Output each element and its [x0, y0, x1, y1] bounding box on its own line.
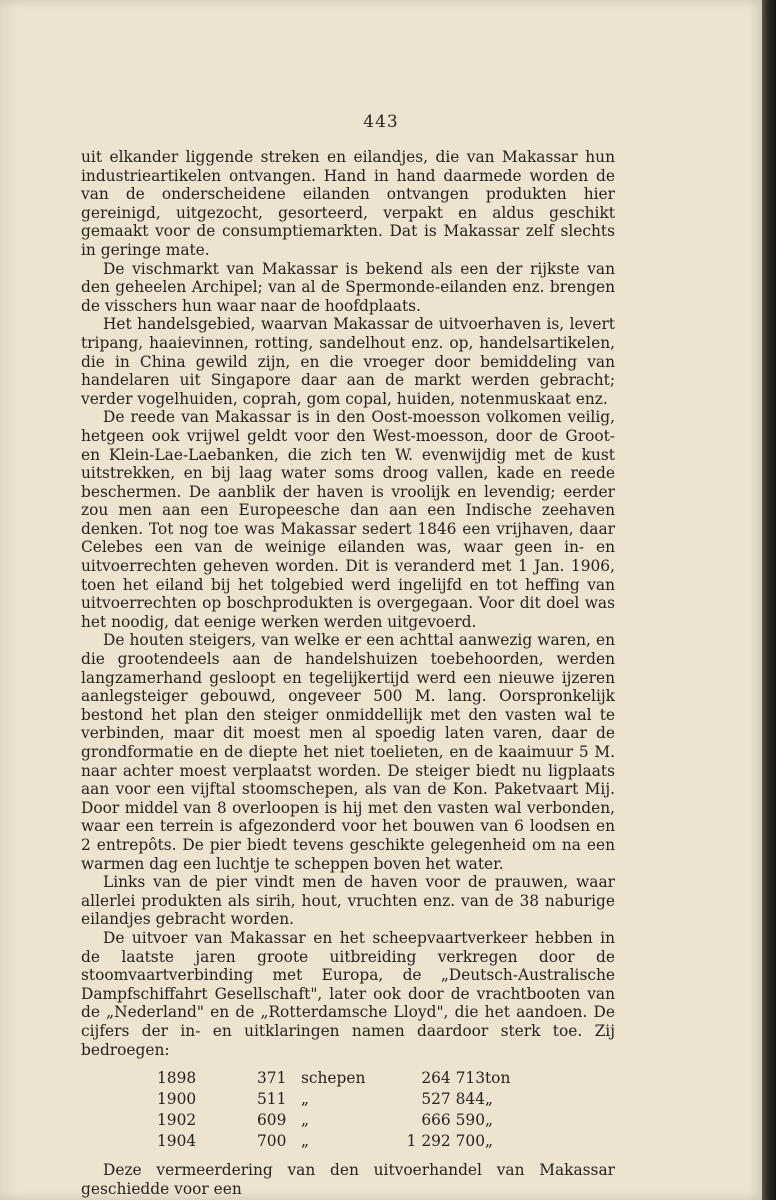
- clearance-stats-table: [157, 1068, 525, 1152]
- tonnage-unit-cell: „: [485, 1090, 493, 1109]
- ships-unit-cell: „: [301, 1090, 309, 1109]
- ships-unit-cell: schepen: [301, 1069, 366, 1088]
- year-cell: 1904: [157, 1132, 197, 1151]
- tonnage-unit-cell: ton: [485, 1069, 511, 1088]
- ships-cell: 609: [257, 1111, 287, 1130]
- tonnage-cell: 666 590: [421, 1111, 485, 1130]
- table-row: [157, 1089, 525, 1110]
- tonnage-cell: 264 713: [421, 1069, 485, 1088]
- ships-cell: 511: [257, 1090, 287, 1109]
- ships-unit-cell: „: [301, 1132, 309, 1151]
- tonnage-cell: 527 844: [421, 1090, 485, 1109]
- year-cell: 1900: [157, 1090, 197, 1109]
- page-number: 443: [363, 112, 399, 132]
- table-row: [157, 1131, 525, 1152]
- tonnage-unit-cell: „: [485, 1132, 493, 1151]
- paragraph: Links van de pier vindt men de haven voor de prauwen, waar allerlei produkten als sirih, hout, vruchten enz. van de 38 naburige eilandjes gebracht worden.: [81, 873, 615, 929]
- tonnage-cell: 1 292 700: [406, 1132, 485, 1151]
- tonnage-unit-cell: „: [485, 1111, 493, 1130]
- ships-cell: 700: [257, 1132, 287, 1151]
- book-spine-edge: [762, 0, 776, 1200]
- paragraph: De houten steigers, van welke er een achttal aanwezig waren, en die grootendeels aan de handelshuizen toebehoorden, werden langzamerhand gesloopt en tegelijkertijd werd een nieuwe ijzeren aanlegsteiger gebouwd, ongeveer 500 M. lang. Oorspronkelijk bestond het plan den steiger onmiddellijk met den vasten wal te verbinden, maar dit moest men al spoedig laten varen, daar de grondformatie en de diepte het niet toelieten, en de kaaimuur 5 M. naar achter moest verplaatst worden. De steiger biedt nu ligplaats aan voor een vijftal stoomschepen, als van de Kon. Paketvaart Mij. Door middel van 8 overloopen is hij met den vasten wal verbonden, waar een terrein is afgezonderd voor het bouwen van 6 loodsen en 2 entrepôts. De pier biedt tevens geschikte gelegenheid om na een warmen dag een luchtje te scheppen boven het water.: [81, 631, 615, 873]
- ships-unit-cell: „: [301, 1111, 309, 1130]
- paragraph: De vischmarkt van Makassar is bekend als een der rijkste van den geheelen Archipel; van al de Spermonde-eilanden enz. brengen de visschers hun waar naar de hoofdplaats.: [81, 259, 615, 315]
- ships-cell: 371: [257, 1069, 287, 1088]
- year-cell: 1902: [157, 1111, 197, 1130]
- body-text: [81, 148, 615, 1198]
- paragraph: De uitvoer van Makassar en het scheepvaartverkeer hebben in de laatste jaren groote uitbreiding verkregen door de stoomvaartverbinding met Europa, de „Deutsch-Australische Dampfschiffahrt Gesellschaft", later ook door de vrachtbooten van de „Nederland" en de „Rotterdamsche Lloyd", die het aandoen. De cijfers der in- en uitklaringen namen daardoor sterk toe. Zij bedroegen:: [81, 928, 615, 1059]
- paragraph: Deze vermeerdering van den uitvoerhandel van Makassar geschiedde voor een: [81, 1161, 615, 1198]
- paragraph: uit elkander liggende streken en eilandjes, die van Makassar hun industrieartikelen ontvangen. Hand in hand daarmede worden de van de onderscheidene eilanden ontvangen produkten hier gereinigd, uitgezocht, gesorteerd, verpakt en aldus geschikt gemaakt voor de consumptiemarkten. Dat is Makassar zelf slechts in geringe mate.: [81, 148, 615, 259]
- paragraph: De reede van Makassar is in den Oost-moesson volkomen veilig, hetgeen ook vrijwel geldt voor den West-moesson, door de Groot- en Klein-Lae-Laebanken, die zich ten W. evenwijdig met de kust uitstrekken, en bij laag water soms droog vallen, kade en reede beschermen. De aanblik der haven is vroolijk en levendig; eerder zou men aan een Europeesche dan aan een Indische zeehaven denken. Tot nog toe was Makassar sedert 1846 een vrijhaven, daar Celebes een van de weinige eilanden was, waar geen in- en uitvoerrechten geheven worden. Dit is veranderd met 1 Jan. 1906, toen het eiland bij het tolgebied werd ingelijfd en tot heffing van uitvoerrechten op boschprodukten is overgegaan. Voor dit doel was het noodig, dat eenige werken werden uitgevoerd.: [81, 408, 615, 631]
- table-row: [157, 1110, 525, 1131]
- paragraph: Het handelsgebied, waarvan Makassar de uitvoerhaven is, levert tripang, haaievinnen, rotting, sandelhout enz. op, handelsartikelen, die in China gewild zijn, en die vroeger door bemiddeling van handelaren uit Singapore daar aan de markt werden gebracht; verder vogelhuiden, coprah, gom copal, huiden, notenmuskaat enz.: [81, 315, 615, 408]
- table-row: [157, 1068, 525, 1089]
- year-cell: 1898: [157, 1069, 197, 1088]
